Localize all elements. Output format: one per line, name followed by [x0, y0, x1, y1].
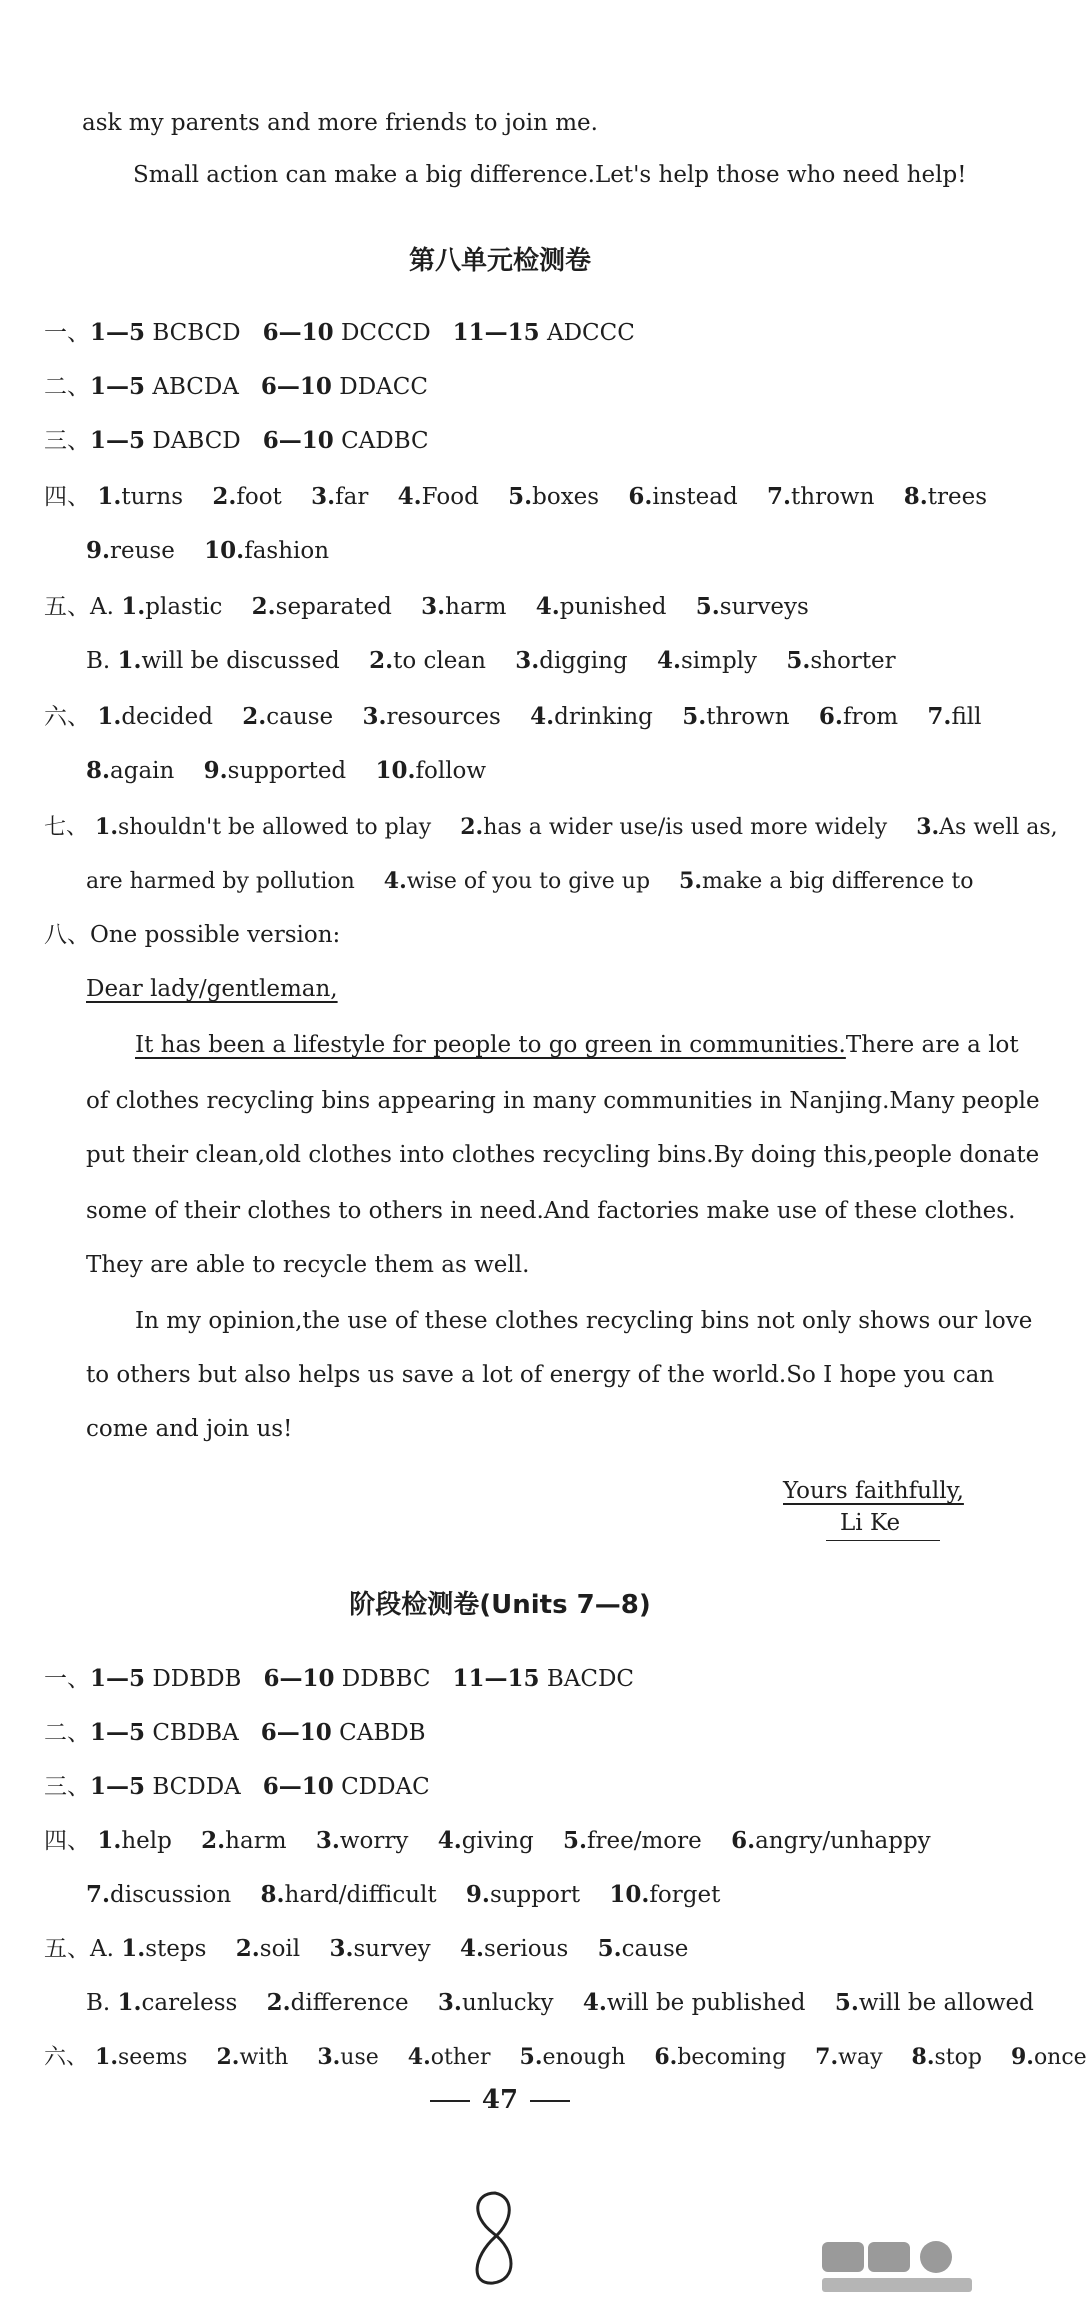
item-answer: fashion	[244, 538, 330, 564]
answer-row	[44, 482, 987, 512]
letter-signature: Li Ke	[826, 1508, 940, 1541]
section-label: 六、	[44, 2045, 89, 2070]
item-number: 5.	[834, 1989, 859, 2016]
item-answer: discussion	[110, 1882, 232, 1908]
section-label: 二、	[44, 374, 90, 400]
section-label: 三、	[44, 1774, 90, 1800]
letter-salutation: Dear lady/gentleman,	[86, 976, 338, 1002]
item-answer: use	[340, 2045, 379, 2070]
range: 6—10	[260, 1719, 332, 1746]
item-number: 4.	[383, 868, 407, 894]
item-answer: follow	[415, 758, 487, 784]
letter-text: There are a lot	[845, 1032, 1019, 1058]
item-number: 3.	[515, 647, 540, 674]
item-answer: are harmed by pollution	[86, 869, 355, 894]
item-answer: decided	[121, 704, 213, 730]
item-answer: soil	[259, 1936, 301, 1962]
item-answer: As well as,	[939, 815, 1058, 840]
answers: DABCD	[152, 428, 241, 454]
answers: BACDC	[546, 1666, 634, 1692]
item-number: 2.	[251, 593, 276, 620]
item-number: 5.	[519, 2044, 543, 2070]
page-number	[0, 2085, 1000, 2115]
item-answer: make a big difference to	[702, 869, 974, 894]
item-answer: hard/difficult	[284, 1882, 437, 1908]
item-number: 3.	[437, 1989, 462, 2016]
section-label: 五、	[44, 1936, 90, 1962]
item-answer: simply	[680, 648, 758, 674]
answer-row	[44, 592, 809, 622]
range: 6—10	[262, 1773, 334, 1800]
item-answer: free/more	[587, 1828, 702, 1854]
item-answer: serious	[484, 1936, 569, 1962]
item-answer: plastic	[145, 594, 223, 620]
item-answer: with	[239, 2045, 289, 2070]
item-answer: boxes	[532, 484, 600, 510]
item-number: 8.	[86, 757, 111, 784]
answers: DCCCD	[340, 320, 431, 346]
item-number: 1.	[117, 1989, 142, 2016]
item-answer: far	[335, 484, 369, 510]
letter-line: put their clean,old clothes into clothes recycling bins.By doing this,people donate	[86, 1142, 1040, 1168]
range: 6—10	[262, 427, 334, 454]
item-number: 5.	[562, 1827, 587, 1854]
letter-line: of clothes recycling bins appearing in many communities in Nanjing.Many people	[86, 1088, 1040, 1114]
underlined-sentence: It has been a lifestyle for people to go green in communities.	[135, 1032, 846, 1058]
item-number: 10.	[204, 537, 245, 564]
section-label: 一、	[44, 320, 90, 346]
answer-row	[86, 536, 329, 566]
item-number: 9.	[203, 757, 228, 784]
section-label: 三、	[44, 428, 90, 454]
item-number: 4.	[535, 593, 560, 620]
page-number-text: 47	[481, 2085, 519, 2115]
part-label: A.	[90, 1936, 114, 1962]
answers: CADBC	[341, 428, 429, 454]
item-number: 7.	[927, 703, 952, 730]
item-answer: to clean	[393, 648, 486, 674]
item-number: 1.	[95, 814, 118, 840]
item-answer: fill	[951, 704, 982, 730]
item-answer: shorter	[810, 648, 896, 674]
item-answer: cause	[621, 1936, 689, 1962]
answers: CABDB	[339, 1720, 426, 1746]
answer-row	[44, 1826, 931, 1856]
item-number: 2.	[235, 1935, 260, 1962]
item-answer: resources	[386, 704, 501, 730]
range: 1—5	[90, 373, 146, 400]
item-answer: wise of you to give up	[406, 869, 651, 894]
item-number: 1.	[117, 647, 142, 674]
range: 1—5	[90, 319, 146, 346]
item-number: 8.	[911, 2044, 935, 2070]
answers: DDACC	[339, 374, 428, 400]
item-number: 6.	[654, 2044, 678, 2070]
item-number: 1.	[97, 703, 122, 730]
item-answer: again	[110, 758, 175, 784]
answers: CDDAC	[341, 1774, 430, 1800]
answers: DDBBC	[341, 1666, 431, 1692]
item-answer: survey	[353, 1936, 431, 1962]
item-number: 4.	[397, 483, 422, 510]
item-answer: harm	[445, 594, 507, 620]
item-answer: enough	[542, 2045, 626, 2070]
answers: BCDDA	[152, 1774, 241, 1800]
item-number: 9.	[1010, 2044, 1034, 2070]
range: 6—10	[262, 319, 334, 346]
intro-line: Small action can make a big difference.Let's help those who need help!	[133, 162, 967, 188]
item-answer: foot	[236, 484, 282, 510]
answers: ADCCC	[546, 320, 635, 346]
range: 1—5	[90, 427, 146, 454]
answer-row	[86, 646, 896, 676]
item-answer: thrown	[791, 484, 875, 510]
item-answer: way	[838, 2045, 883, 2070]
letter-line: some of their clothes to others in need.And factories make use of these clothes.	[86, 1198, 1016, 1224]
item-number: 4.	[460, 1935, 485, 1962]
answer-row	[44, 920, 340, 950]
item-answer: has a wider use/is used more widely	[483, 815, 888, 840]
item-number: 2.	[242, 703, 267, 730]
item-answer: Food	[421, 484, 479, 510]
section-label: 六、	[44, 704, 90, 730]
section-label: 五、	[44, 594, 90, 620]
item-answer: reuse	[110, 538, 175, 564]
item-answer: seems	[117, 2045, 188, 2070]
item-answer: unlucky	[461, 1990, 554, 2016]
section-title: 第八单元检测卷	[408, 246, 591, 276]
answer-row	[86, 756, 486, 786]
answer-row	[44, 1772, 430, 1802]
item-number: 4.	[530, 703, 555, 730]
section-label: 二、	[44, 1720, 90, 1746]
section-label: 七、	[44, 815, 89, 840]
item-answer: angry/unhappy	[755, 1828, 931, 1854]
item-answer: forget	[649, 1882, 721, 1908]
item-number: 3.	[421, 593, 446, 620]
item-number: 3.	[311, 483, 336, 510]
answer-row	[44, 426, 429, 456]
answer-row	[44, 318, 635, 348]
item-number: 10.	[375, 757, 416, 784]
item-number: 3.	[315, 1827, 340, 1854]
item-number: 2.	[460, 814, 484, 840]
item-answer: supported	[227, 758, 347, 784]
item-answer: digging	[539, 648, 628, 674]
section-label: 四、	[44, 1828, 90, 1854]
item-number: 9.	[86, 537, 111, 564]
item-answer: thrown	[706, 704, 790, 730]
item-number: 7.	[767, 483, 792, 510]
item-answer: cause	[266, 704, 334, 730]
range: 11—15	[452, 1665, 540, 1692]
item-answer: steps	[145, 1936, 207, 1962]
letter-closing: Yours faithfully,	[783, 1478, 964, 1504]
answer-row	[86, 1880, 720, 1910]
item-number: 2.	[212, 483, 237, 510]
section-label: 一、	[44, 1666, 90, 1692]
item-number: 5.	[786, 647, 811, 674]
item-answer: trees	[927, 484, 988, 510]
item-answer: worry	[339, 1828, 409, 1854]
letter-line: come and join us!	[86, 1416, 293, 1442]
answer-row	[44, 812, 1058, 843]
item-number: 6.	[731, 1827, 756, 1854]
item-number: 2.	[216, 2044, 240, 2070]
item-answer: from	[842, 704, 899, 730]
answer-row	[44, 2042, 1087, 2073]
section-title: 阶段检测卷(Units 7—8)	[349, 1590, 651, 1620]
letter-line	[135, 1030, 1019, 1060]
item-number: 5.	[597, 1935, 622, 1962]
item-number: 5.	[682, 703, 707, 730]
answers: CBDBA	[152, 1720, 239, 1746]
part-label: B.	[86, 648, 111, 674]
item-number: 6.	[818, 703, 843, 730]
item-number: 1.	[97, 1827, 122, 1854]
item-number: 8.	[903, 483, 928, 510]
item-answer: instead	[652, 484, 738, 510]
item-answer: will be allowed	[858, 1990, 1034, 2016]
item-number: 7.	[815, 2044, 839, 2070]
item-number: 4.	[582, 1989, 607, 2016]
item-answer: separated	[275, 594, 392, 620]
letter-line: In my opinion,the use of these clothes recycling bins not only shows our love	[135, 1308, 1033, 1334]
item-answer: careless	[141, 1990, 238, 2016]
answers: ABCDA	[152, 374, 239, 400]
item-number: 3.	[916, 814, 940, 840]
item-number: 2.	[266, 1989, 291, 2016]
item-answer: harm	[225, 1828, 287, 1854]
item-answer: other	[430, 2045, 491, 2070]
item-answer: will be published	[606, 1990, 806, 2016]
item-number: 2.	[369, 647, 394, 674]
answer-row	[44, 1934, 688, 1964]
section-label: 八、	[44, 922, 90, 948]
item-number: 3.	[362, 703, 387, 730]
item-answer: difference	[290, 1990, 409, 2016]
handwritten-mark-icon	[455, 2185, 535, 2295]
item-number: 1.	[95, 2044, 118, 2070]
watermark-logo	[820, 2240, 990, 2302]
section-label: 四、	[44, 484, 90, 510]
item-number: 5.	[508, 483, 533, 510]
item-number: 4.	[407, 2044, 431, 2070]
range: 1—5	[90, 1665, 146, 1692]
answer-row	[44, 702, 982, 732]
item-answer: drinking	[554, 704, 653, 730]
letter-line: to others but also helps us save a lot of energy of the world.So I hope you can	[86, 1362, 995, 1388]
answer-row	[86, 866, 974, 897]
item-answer: help	[121, 1828, 172, 1854]
item-number: 1.	[97, 483, 122, 510]
answer-row	[44, 1664, 634, 1694]
item-number: 6.	[628, 483, 653, 510]
item-answer: support	[489, 1882, 581, 1908]
item-number: 7.	[86, 1881, 111, 1908]
answers: BCBCD	[152, 320, 241, 346]
item-answer: becoming	[677, 2045, 787, 2070]
part-label: B.	[86, 1990, 111, 2016]
item-answer: shouldn't be allowed to play	[117, 815, 432, 840]
item-number: 1.	[121, 1935, 146, 1962]
item-number: 10.	[609, 1881, 650, 1908]
range: 11—15	[452, 319, 540, 346]
answers: DDBDB	[152, 1666, 242, 1692]
item-number: 9.	[465, 1881, 490, 1908]
range: 6—10	[263, 1665, 335, 1692]
intro-line: ask my parents and more friends to join me.	[82, 110, 598, 136]
item-answer: giving	[461, 1828, 534, 1854]
answer-row	[86, 1988, 1034, 2018]
item-number: 3.	[329, 1935, 354, 1962]
item-number: 5.	[695, 593, 720, 620]
item-answer: surveys	[719, 594, 809, 620]
item-answer: stop	[934, 2045, 982, 2070]
item-number: 4.	[656, 647, 681, 674]
range: 1—5	[90, 1773, 146, 1800]
item-answer: will be discussed	[141, 648, 340, 674]
item-answer: once	[1033, 2045, 1087, 2070]
item-number: 8.	[260, 1881, 285, 1908]
answer-row	[44, 372, 428, 402]
item-number: 2.	[201, 1827, 226, 1854]
item-number: 4.	[437, 1827, 462, 1854]
range: 1—5	[90, 1719, 146, 1746]
answer-row	[44, 1718, 426, 1748]
item-number: 1.	[121, 593, 146, 620]
writing-lead: One possible version:	[90, 922, 341, 948]
watermark-icon	[820, 2240, 990, 2296]
letter-line: They are able to recycle them as well.	[86, 1252, 530, 1278]
range: 6—10	[260, 373, 332, 400]
item-number: 5.	[679, 868, 702, 894]
part-label: A.	[90, 594, 114, 620]
item-answer: punished	[559, 594, 667, 620]
item-number: 3.	[317, 2044, 341, 2070]
item-answer: turns	[121, 484, 183, 510]
